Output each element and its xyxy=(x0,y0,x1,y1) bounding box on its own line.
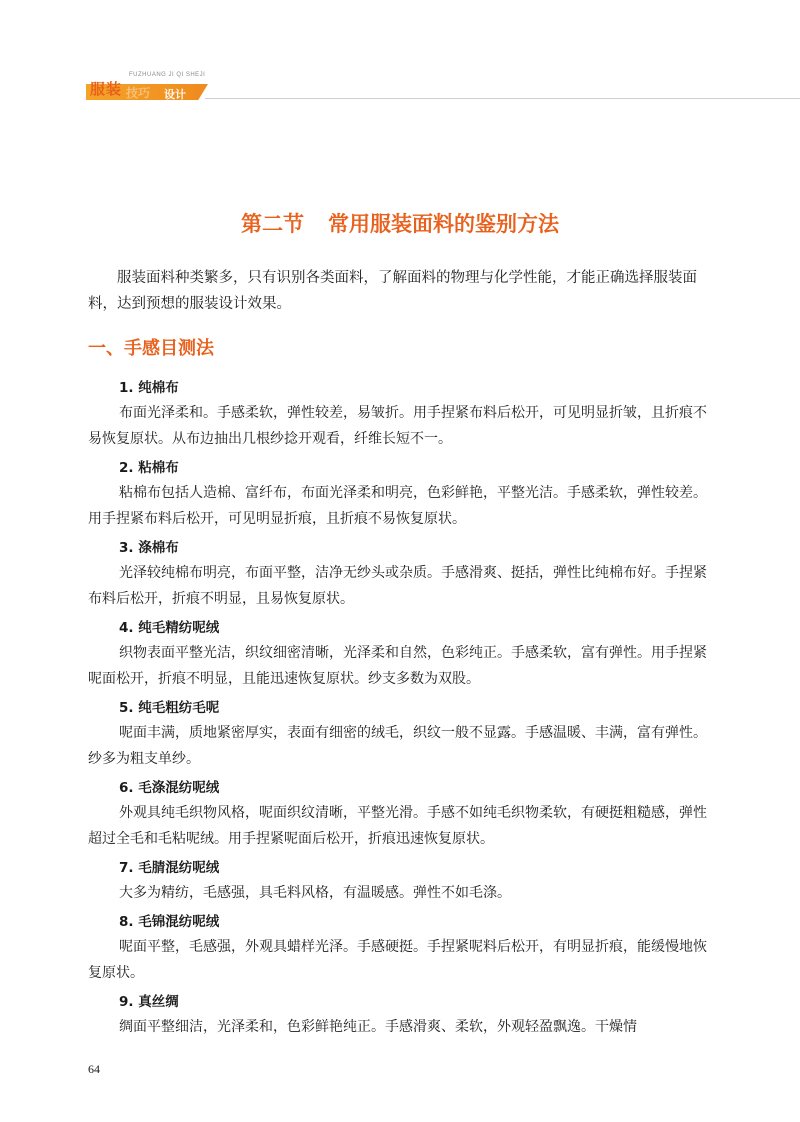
subheading: 一、手感目测法 xyxy=(88,338,214,359)
item-body: 外观具纯毛织物风格，呢面织纹清晰，平整光滑。手感不如纯毛织物柔软，有硬挺粗糙感，弹性超过全毛和毛粘呢绒。用手捏紧呢面后松开，折痕迅速恢复原状。 xyxy=(88,805,707,847)
section-number: 第二节 xyxy=(241,212,304,236)
item-body: 绸面平整细洁，光泽柔和，色彩鲜艳纯正。手感滑爽、柔软，外观轻盈飘逸。干燥情 xyxy=(119,1019,637,1035)
item-title: 2. 粘棉布 xyxy=(119,460,179,476)
item-list xyxy=(88,374,712,1044)
page-number: 64 xyxy=(88,1062,100,1076)
intro-paragraph: 服装面料种类繁多，只有识别各类面料，了解面料的物理与化学性能，才能正确选择服装面料，达到预想的服装设计效果。 xyxy=(88,270,697,312)
item-title: 8. 毛锦混纺呢绒 xyxy=(119,914,220,930)
item-title: 1. 纯棉布 xyxy=(119,380,179,396)
logo-tag-text: 设计 xyxy=(164,88,186,101)
header-rule xyxy=(205,98,800,99)
item-title: 6. 毛涤混纺呢绒 xyxy=(119,780,220,796)
section-title xyxy=(0,208,800,238)
item-body: 呢面平整，毛感强，外观具蜡样光泽。手感硬挺。手捏紧呢料后松开，有明显折痕，能缓慢地恢复原状。 xyxy=(88,939,707,981)
item-title: 7. 毛腈混纺呢绒 xyxy=(119,860,220,876)
item-body: 光泽较纯棉布明亮，布面平整，洁净无纱头或杂质。手感滑爽、挺括，弹性比纯棉布好。手捏紧布料后松开，折痕不明显，且易恢复原状。 xyxy=(88,565,707,607)
item-title: 9. 真丝绸 xyxy=(119,994,179,1010)
item-body: 呢面丰满，质地紧密厚实，表面有细密的绒毛，织纹一般不显露。手感温暖、丰满，富有弹性。纱多为粗支单纱。 xyxy=(88,725,707,767)
item-body: 织物表面平整光洁，织纹细密清晰，光泽柔和自然，色彩纯正。手感柔软，富有弹性。用手捏紧呢面松开，折痕不明显，且能迅速恢复原状。纱支多数为双股。 xyxy=(88,645,707,687)
logo-main-text: 服装 xyxy=(90,80,123,98)
page-header xyxy=(0,0,800,110)
item-title: 4. 纯毛精纺呢绒 xyxy=(119,620,220,636)
logo-faint-text: 技巧 xyxy=(126,86,151,100)
item-body: 大多为精纺，毛感强，具毛料风格，有温暖感。弹性不如毛涤。 xyxy=(119,885,511,901)
logo-pinyin: FUZHUANG JI QI SHEJI xyxy=(129,72,206,78)
item-title: 5. 纯毛粗纺毛呢 xyxy=(119,700,220,716)
item-title: 3. 涤棉布 xyxy=(119,540,179,556)
item-body: 粘棉布包括人造棉、富纤布，布面光泽柔和明亮，色彩鲜艳，平整光洁。手感柔软，弹性较差。用手捏紧布料后松开，可见明显折痕，且折痕不易恢复原状。 xyxy=(88,485,707,527)
item-body: 布面光泽柔和。手感柔软，弹性较差，易皱折。用手捏紧布料后松开，可见明显折皱，且折痕不易恢复原状。从布边抽出几根纱捻开观看，纤维长短不一。 xyxy=(88,405,707,447)
section-title-text: 常用服装面料的鉴别方法 xyxy=(328,212,559,236)
